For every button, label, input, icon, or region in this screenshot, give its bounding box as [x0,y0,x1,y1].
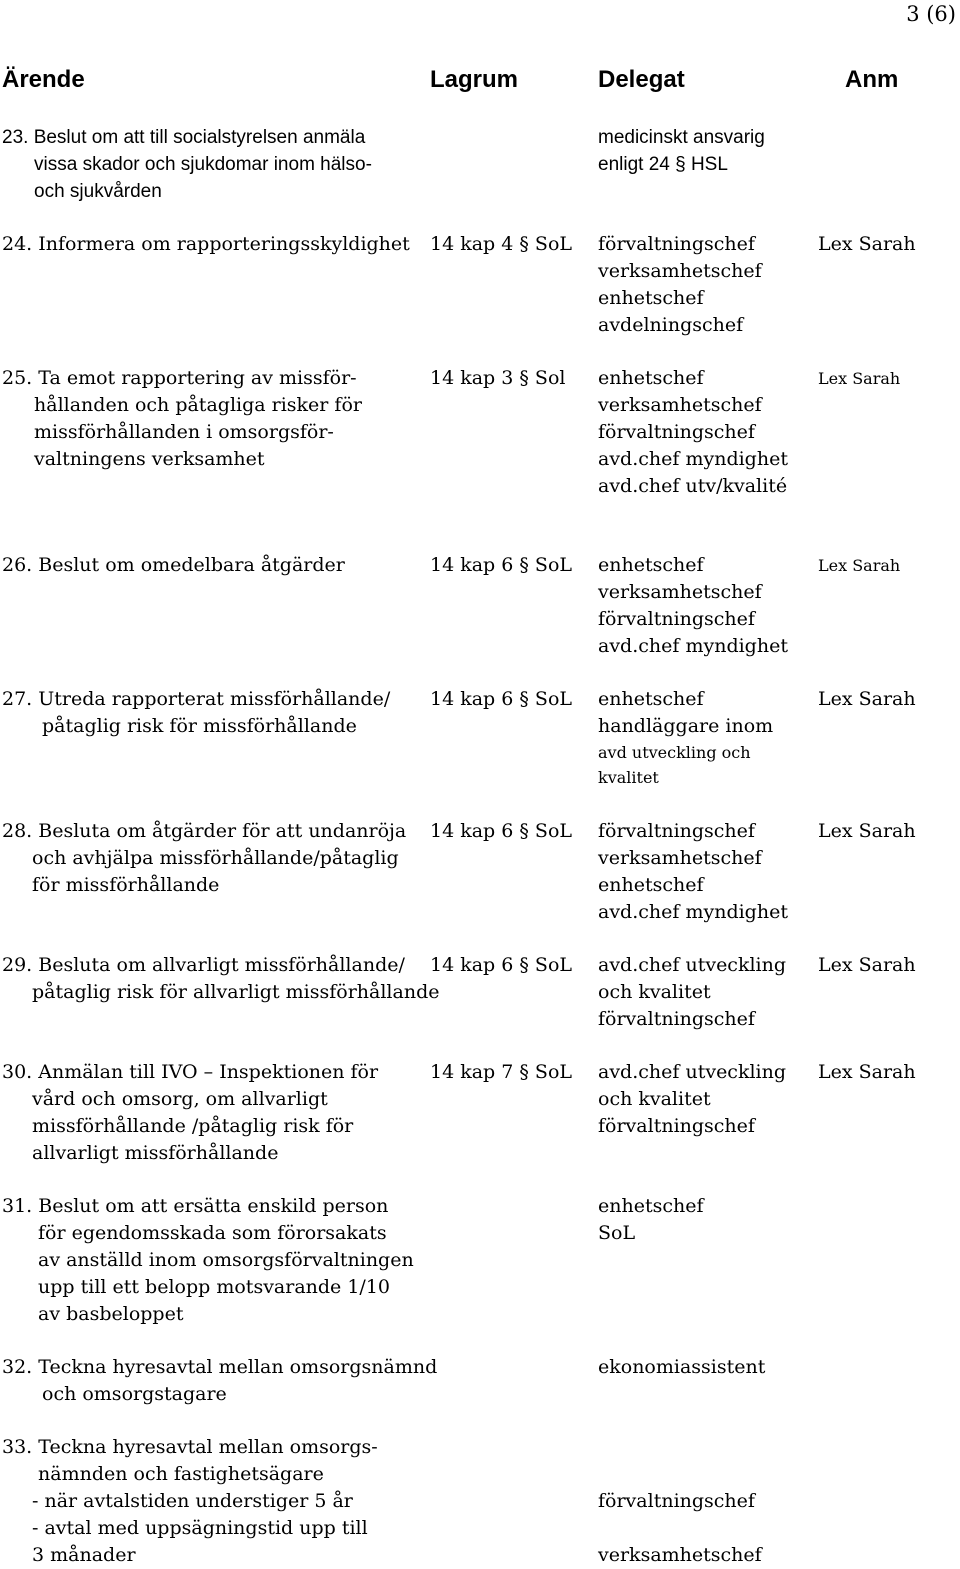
arende-line: 33. Teckna hyresavtal mellan omsorgs- [2,1436,378,1458]
delegat-line: enhetschef [598,554,704,576]
column-header-delegat: Delegat [598,66,685,93]
delegat-line: förvaltningschef [598,608,755,630]
arende-line: 27. Utreda rapporterat missförhållande/ [2,688,391,710]
anm-cell: Lex Sarah [818,1061,916,1083]
delegat-line: förvaltningschef [598,820,755,842]
arende-line: 32. Teckna hyresavtal mellan omsorgsnämnd [2,1356,438,1378]
arende-cell [2,365,422,473]
arende-line: missförhållanden i omsorgsför- [34,421,334,443]
arende-line: av anställd inom omsorgsförvaltningen [38,1249,414,1271]
delegat-line: verksamhetschef [598,394,762,416]
arende-line: och omsorgstagare [42,1383,227,1405]
delegat-line: enhetschef [598,874,704,896]
arende-line: påtaglig risk för missförhållande [42,715,357,737]
arende-line: 28. Besluta om åtgärder för att undanröja [2,820,407,842]
delegat-line: avdelningschef [598,314,744,336]
arende-line: upp till ett belopp motsvarande 1/10 [38,1276,391,1298]
lagrum-cell: 14 kap 4 § SoL [430,233,572,255]
delegat-cell [598,686,813,790]
arende-line: och sjukvården [34,181,162,202]
arende-line: valtningens verksamhet [34,448,265,470]
arende-line: 30. Anmälan till IVO – Inspektionen för [2,1061,379,1083]
delegat-line: förvaltningschef [598,1008,755,1030]
arende-line: för egendomsskada som förorsakats [38,1222,387,1244]
column-header-anm: Anm [845,66,899,93]
delegat-line: verksamhetschef [598,1544,762,1566]
arende-line: 25. Ta emot rapportering av missför- [2,367,357,389]
arende-line: 3 månader [32,1544,136,1566]
delegat-line [598,1461,813,1488]
delegat-line: verksamhetschef [598,847,762,869]
anm-cell: Lex Sarah [818,369,901,388]
arende-cell [2,231,422,258]
anm-cell: Lex Sarah [818,954,916,976]
arende-line: 26. Beslut om omedelbara åtgärder [2,554,345,576]
delegat-line: enligt 24 § HSL [598,154,728,175]
delegat-cell [598,365,813,500]
arende-cell [2,1354,438,1408]
arende-line: vissa skador och sjukdomar inom hälso- [34,154,372,175]
delegat-line: avd.chef utv/kvalité [598,475,788,497]
delegat-line: avd utveckling och [598,743,751,762]
delegat-cell [598,124,813,178]
arende-line: 23. Beslut om att till socialstyrelsen anmäla [2,127,366,148]
lagrum-cell: 14 kap 7 § SoL [430,1061,572,1083]
anm-cell: Lex Sarah [818,556,901,575]
arende-line: allvarligt missförhållande [32,1142,279,1164]
arende-line: 31. Beslut om att ersätta enskild person [2,1195,389,1217]
delegat-cell [598,952,813,1033]
lagrum-cell: 14 kap 6 § SoL [430,954,572,976]
arende-line: 29. Besluta om allvarligt missförhållande/ [2,954,405,976]
delegat-cell [598,1354,813,1381]
arende-line: nämnden och fastighetsägare [38,1463,324,1485]
delegat-line: SoL [598,1222,636,1244]
delegat-line: enhetschef [598,287,704,309]
page-number: 3 (6) [906,2,956,26]
delegat-cell [598,1434,813,1569]
arende-line: och avhjälpa missförhållande/påtaglig [32,847,399,869]
delegat-line: avd.chef myndighet [598,635,788,657]
arende-line: hållanden och påtagliga risker för [34,394,362,416]
delegat-cell [598,1193,813,1247]
delegat-line: kvalitet [598,768,659,787]
anm-cell: Lex Sarah [818,820,916,842]
delegat-line: förvaltningschef [598,1490,755,1512]
lagrum-cell: 14 kap 6 § SoL [430,820,572,842]
delegat-line: enhetschef [598,1195,704,1217]
delegat-line [598,1515,813,1542]
arende-line: påtaglig risk för allvarligt missförhållande [32,981,440,1003]
arende-cell [2,1193,422,1328]
delegat-line [598,1434,813,1461]
delegat-line: avd.chef utveckling [598,954,787,976]
arende-cell [2,1059,422,1167]
column-header-arende: Ärende [2,66,85,93]
arende-cell [2,952,440,1006]
lagrum-cell: 14 kap 3 § Sol [430,367,566,389]
delegat-line: handläggare inom [598,715,774,737]
delegat-line: enhetschef [598,367,704,389]
anm-cell: Lex Sarah [818,233,916,255]
arende-line: missförhållande /påtaglig risk för [32,1115,354,1137]
arende-line: - när avtalstiden understiger 5 år [32,1490,353,1512]
delegat-cell [598,1059,813,1140]
delegat-line: avd.chef myndighet [598,901,788,923]
delegat-line: verksamhetschef [598,581,762,603]
arende-line: vård och omsorg, om allvarligt [32,1088,328,1110]
delegat-line: avd.chef myndighet [598,448,788,470]
delegat-line: enhetschef [598,688,704,710]
delegat-line: förvaltningschef [598,233,755,255]
column-header-lagrum: Lagrum [430,66,519,93]
delegat-line: förvaltningschef [598,1115,755,1137]
arende-line: av basbeloppet [38,1303,184,1325]
delegat-line: medicinskt ansvarig [598,127,765,148]
delegat-line: avd.chef utveckling [598,1061,787,1083]
arende-cell [2,686,422,740]
delegat-cell [598,818,813,926]
delegat-cell [598,231,813,339]
arende-cell [2,1434,422,1569]
delegat-line: verksamhetschef [598,260,762,282]
delegat-line: ekonomiassistent [598,1356,766,1378]
lagrum-cell: 14 kap 6 § SoL [430,554,572,576]
arende-cell [2,552,422,579]
arende-cell [2,124,422,205]
anm-cell: Lex Sarah [818,688,916,710]
arende-line: för missförhållande [32,874,220,896]
arende-line: 24. Informera om rapporteringsskyldighet [2,233,410,255]
delegat-line: och kvalitet [598,1088,711,1110]
arende-cell [2,818,422,899]
delegat-line: förvaltningschef [598,421,755,443]
lagrum-cell: 14 kap 6 § SoL [430,688,572,710]
arende-line: - avtal med uppsägningstid upp till [32,1517,368,1539]
delegat-cell [598,552,813,660]
delegat-line: och kvalitet [598,981,711,1003]
